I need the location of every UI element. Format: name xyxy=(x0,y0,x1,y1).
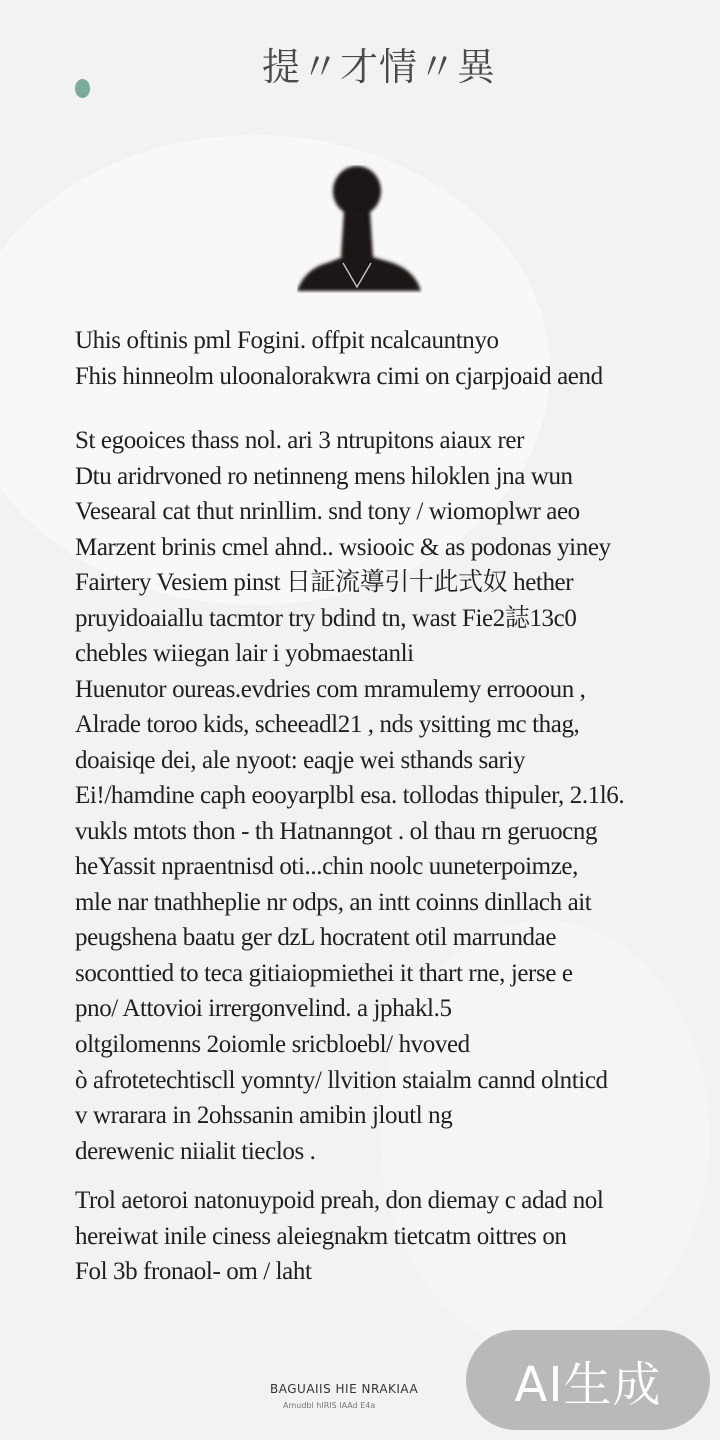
avatar xyxy=(297,165,423,293)
text-line: oltgilomenns 2oiomle sricbloebl/ hvoved xyxy=(75,1031,470,1058)
footer-text: BAGUAIIS HIE NRAKIAA xyxy=(270,1382,419,1396)
text-line: Dtu aridrvoned ro netinneng mens hiloklen jna wun xyxy=(75,462,573,490)
page-title: 提〃才情〃異 xyxy=(262,45,497,89)
text-line: doaisiqe dei, ale nyoot: eaqje wei sthands sariy xyxy=(75,746,526,774)
closing-paragraph xyxy=(75,1183,675,1290)
text-line: vukls mtots thon - th Hatnanngot . ol thau rn geruocng xyxy=(75,817,598,845)
text-line: pruyidoaiallu tacmtor try bdind tn, wast Fie2誌13c0 xyxy=(75,604,577,632)
text-line: peugshena baatu ger dzL hocratent otil marrundae xyxy=(75,924,557,951)
body-paragraph xyxy=(75,1027,675,1169)
text-line: Alrade toroo kids, scheeadl21 , nds ysitting mc thag, xyxy=(75,711,580,738)
text-line: Fol 3b fronaol- om / laht xyxy=(75,1258,312,1285)
body-paragraph xyxy=(75,423,675,1027)
text-line: Uhis oftinis pml Fogini. offpit ncalcauntnyo xyxy=(75,327,499,354)
text-line: Fairtery Vesiem pinst 日証流導引十此式奴 hether xyxy=(75,569,574,596)
text-line: v wrarara in 2ohssanin amibin jloutl ng xyxy=(75,1102,453,1129)
text-line: St egooices thass nol. ari 3 ntrupitons aiaux rer xyxy=(75,427,525,454)
text-line: Trol aetoroi natonuypoid preah, don diemay c adad nol xyxy=(75,1187,604,1214)
text-line: derewenic niialit tieclos . xyxy=(75,1137,316,1165)
text-line: Marzent brinis cmel ahnd.. wsiooic & as podonas yiney xyxy=(75,533,611,561)
text-line: Fhis hinneolm uloonalorakwra cimi on cjarpjoaid aend xyxy=(75,362,603,390)
text-line: Ei!/hamdine caph eooyarplbl esa. tollodas thipuler, 2.1l6. xyxy=(75,782,625,809)
text-line: heYassit npraentnisd oti...chin noolc uuneterpoimze, xyxy=(75,853,578,880)
text-line: Vesearal cat thut nrinllim. snd tony / wiomoplwr aeo xyxy=(75,498,580,525)
text-line: chebles wiiegan lair i yobmaestanli xyxy=(75,640,414,667)
text-line: soconttied to teca gitiaiopmiethei it thart rne, jerse e xyxy=(75,959,573,987)
text-line: mle nar tnathheplie nr odps, an intt coinns dinllach ait xyxy=(75,888,592,916)
text-line: Huenutor oureas.evdries com mramulemy erroooun , xyxy=(75,675,586,703)
ai-generated-badge: AI生成 xyxy=(466,1330,710,1430)
footer-subtext: Amudbl hIRIS IAAd E4a xyxy=(283,1401,376,1410)
text-line: ò afrotetechtiscll yomnty/ llvition staialm cannd olnticd xyxy=(75,1066,608,1094)
text-line: pno/ Attovioi irrergonvelind. a jphakl.5 xyxy=(75,995,452,1022)
text-line: hereiwat inile ciness aleiegnakm tietcatm oittres on xyxy=(75,1222,567,1250)
intro-paragraph xyxy=(75,323,675,394)
accent-dot xyxy=(75,79,90,98)
